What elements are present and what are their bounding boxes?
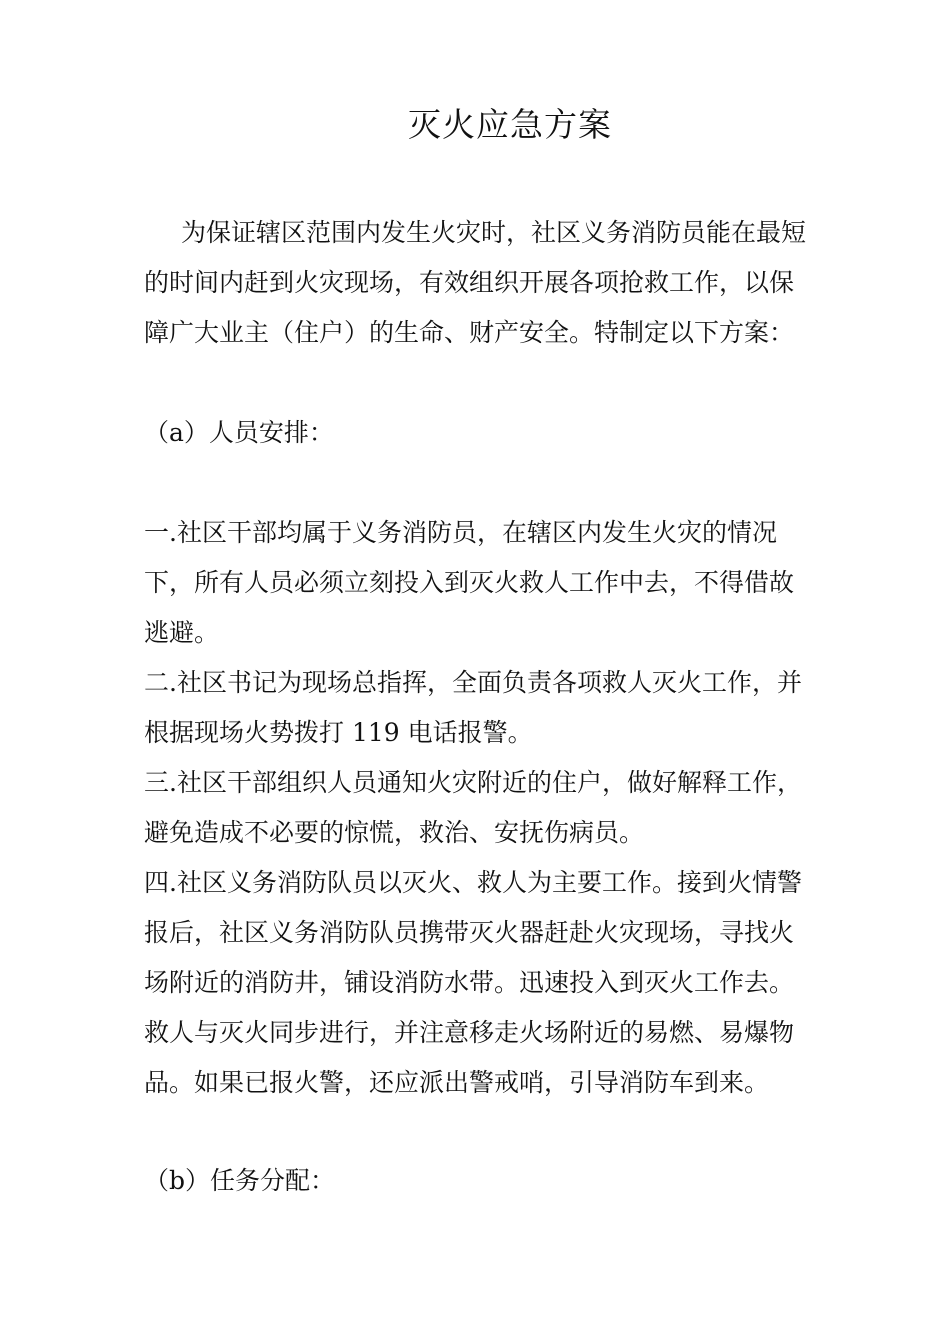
intro-paragraph: 为保证辖区范围内发生火灾时，社区义务消防员能在最短的时间内赶到火灾现场，有效组织开展各项抢救工作，以保障广大业主（住户）的生命、财产安全。特制定以下方案：	[144, 218, 807, 347]
section-b-heading: （b）任务分配：	[144, 1166, 336, 1195]
document-title: 灭火应急方案	[408, 105, 612, 144]
staff-arrangement-list	[144, 508, 814, 1108]
list-item: 四.社区义务消防队员以灭火、救人为主要工作。接到火情警报后，社区义务消防队员携带灭火器赶赴火灾现场，寻找火场附近的消防井，铺设消防水带。迅速投入到灭火工作去。救人与灭火同步进行，并注意移走火场附近的易燃、易爆物品。如果已报火警，还应派出警戒哨，引导消防车到来。	[144, 868, 802, 1097]
list-item: 一.社区干部均属于义务消防员，在辖区内发生火灾的情况下，所有人员必须立刻投入到灭火救人工作中去，不得借故逃避。	[144, 518, 795, 647]
section-a-heading: （a）人员安排：	[144, 418, 334, 447]
list-item: 二.社区书记为现场总指挥，全面负责各项救人灭火工作，并根据现场火势拨打 119 电话报警。	[144, 668, 802, 747]
list-item: 三.社区干部组织人员通知火灾附近的住户，做好解释工作，避免造成不必要的惊慌，救治、安抚伤病员。	[144, 768, 802, 847]
